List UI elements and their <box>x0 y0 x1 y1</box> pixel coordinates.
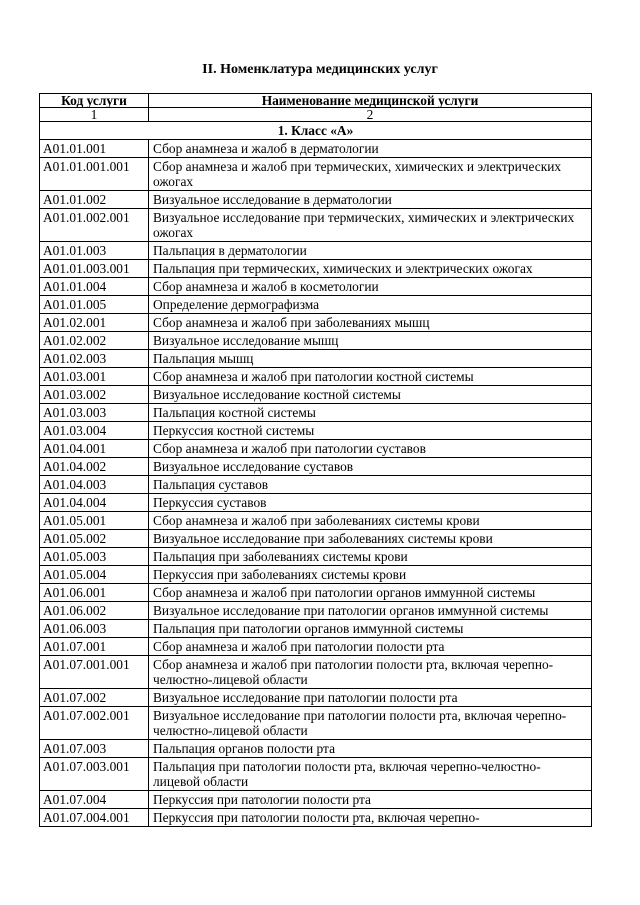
service-name: Визуальное исследование при патологии полости рта, включая черепно-челюстно-лицевой области <box>149 707 592 740</box>
service-code: A01.03.002 <box>40 386 149 404</box>
service-code: A01.05.003 <box>40 548 149 566</box>
service-code: A01.05.001 <box>40 512 149 530</box>
service-name: Перкуссия костной системы <box>149 422 592 440</box>
service-name: Сбор анамнеза и жалоб при патологии полости рта <box>149 638 592 656</box>
service-name: Пальпация при патологии полости рта, включая черепно-челюстно-лицевой области <box>149 758 592 791</box>
service-name: Сбор анамнеза и жалоб при патологии суставов <box>149 440 592 458</box>
services-table <box>39 93 592 827</box>
service-name: Визуальное исследование костной системы <box>149 386 592 404</box>
service-code: A01.01.004 <box>40 278 149 296</box>
table-row <box>40 260 592 278</box>
service-name: Сбор анамнеза и жалоб в косметологии <box>149 278 592 296</box>
table-row <box>40 404 592 422</box>
table-row <box>40 758 592 791</box>
service-name: Сбор анамнеза и жалоб при заболеваниях системы крови <box>149 512 592 530</box>
service-code: A01.01.001.001 <box>40 158 149 191</box>
service-code: A01.07.003.001 <box>40 758 149 791</box>
service-name: Визуальное исследование при патологии полости рта <box>149 689 592 707</box>
service-name: Пальпация при заболеваниях системы крови <box>149 548 592 566</box>
service-name: Перкуссия при заболеваниях системы крови <box>149 566 592 584</box>
table-row <box>40 548 592 566</box>
service-name: Перкуссия при патологии полости рта, включая черепно- <box>149 809 592 827</box>
table-row <box>40 296 592 314</box>
table-row <box>40 656 592 689</box>
service-code: A01.01.002.001 <box>40 209 149 242</box>
service-code: A01.03.001 <box>40 368 149 386</box>
service-code: A01.01.005 <box>40 296 149 314</box>
service-code: A01.06.003 <box>40 620 149 638</box>
table-row <box>40 422 592 440</box>
service-name: Сбор анамнеза и жалоб при термических, химических и электрических ожогах <box>149 158 592 191</box>
service-name: Пальпация мышц <box>149 350 592 368</box>
table-row <box>40 530 592 548</box>
service-code: A01.01.003 <box>40 242 149 260</box>
table-row <box>40 140 592 158</box>
service-code: A01.07.003 <box>40 740 149 758</box>
header-row <box>40 94 592 108</box>
table-row <box>40 314 592 332</box>
table-row <box>40 278 592 296</box>
table-row <box>40 512 592 530</box>
service-code: A01.04.001 <box>40 440 149 458</box>
service-code: A01.02.002 <box>40 332 149 350</box>
section-row <box>40 122 592 140</box>
service-name: Визуальное исследование при заболеваниях системы крови <box>149 530 592 548</box>
service-name: Сбор анамнеза и жалоб в дерматологии <box>149 140 592 158</box>
table-row <box>40 584 592 602</box>
service-code: A01.04.004 <box>40 494 149 512</box>
service-code: A01.06.001 <box>40 584 149 602</box>
service-code: A01.03.004 <box>40 422 149 440</box>
table-row <box>40 242 592 260</box>
service-name: Визуальное исследование при термических, химических и электрических ожогах <box>149 209 592 242</box>
table-row <box>40 620 592 638</box>
service-name: Визуальное исследование в дерматологии <box>149 191 592 209</box>
table-row <box>40 440 592 458</box>
table-row <box>40 368 592 386</box>
service-name: Визуальное исследование при патологии органов иммунной системы <box>149 602 592 620</box>
table-row <box>40 740 592 758</box>
table-row <box>40 707 592 740</box>
service-name: Перкуссия суставов <box>149 494 592 512</box>
service-name: Пальпация органов полости рта <box>149 740 592 758</box>
service-name: Сбор анамнеза и жалоб при патологии костной системы <box>149 368 592 386</box>
service-name: Сбор анамнеза и жалоб при заболеваниях мышц <box>149 314 592 332</box>
service-code: A01.04.003 <box>40 476 149 494</box>
service-name: Сбор анамнеза и жалоб при патологии органов иммунной системы <box>149 584 592 602</box>
page-title: II. Номенклатура медицинских услуг <box>202 62 438 77</box>
column-number-row <box>40 108 592 122</box>
column-number-2: 2 <box>149 108 592 122</box>
service-name: Пальпация при патологии органов иммунной системы <box>149 620 592 638</box>
table-row <box>40 638 592 656</box>
service-name: Пальпация костной системы <box>149 404 592 422</box>
service-code: A01.07.004 <box>40 791 149 809</box>
header-name: Наименование медицинской услуги <box>149 94 592 108</box>
service-code: A01.01.003.001 <box>40 260 149 278</box>
service-code: A01.01.001 <box>40 140 149 158</box>
table-row <box>40 566 592 584</box>
service-name: Перкуссия при патологии полости рта <box>149 791 592 809</box>
table-row <box>40 209 592 242</box>
service-code: A01.05.004 <box>40 566 149 584</box>
service-name: Пальпация суставов <box>149 476 592 494</box>
table-row <box>40 191 592 209</box>
service-code: A01.06.002 <box>40 602 149 620</box>
table-row <box>40 791 592 809</box>
table-row <box>40 332 592 350</box>
table-row <box>40 158 592 191</box>
service-code: A01.03.003 <box>40 404 149 422</box>
service-code: A01.07.001.001 <box>40 656 149 689</box>
table-row <box>40 386 592 404</box>
table-row <box>40 809 592 827</box>
service-name: Визуальное исследование мышц <box>149 332 592 350</box>
service-name: Определение дермографизма <box>149 296 592 314</box>
service-name: Сбор анамнеза и жалоб при патологии полости рта, включая черепно-челюстно-лицевой области <box>149 656 592 689</box>
table-row <box>40 494 592 512</box>
table-row <box>40 602 592 620</box>
service-code: A01.05.002 <box>40 530 149 548</box>
service-name: Пальпация в дерматологии <box>149 242 592 260</box>
table-row <box>40 476 592 494</box>
table-row <box>40 458 592 476</box>
section-title: 1. Класс «А» <box>40 122 592 140</box>
service-code: A01.07.001 <box>40 638 149 656</box>
service-code: A01.07.002.001 <box>40 707 149 740</box>
service-code: A01.07.004.001 <box>40 809 149 827</box>
service-code: A01.04.002 <box>40 458 149 476</box>
table-row <box>40 350 592 368</box>
service-name: Визуальное исследование суставов <box>149 458 592 476</box>
service-code: A01.01.002 <box>40 191 149 209</box>
service-code: A01.07.002 <box>40 689 149 707</box>
service-name: Пальпация при термических, химических и электрических ожогах <box>149 260 592 278</box>
header-code: Код услуги <box>40 94 149 108</box>
table-row <box>40 689 592 707</box>
service-code: A01.02.003 <box>40 350 149 368</box>
service-code: A01.02.001 <box>40 314 149 332</box>
column-number-1: 1 <box>40 108 149 122</box>
